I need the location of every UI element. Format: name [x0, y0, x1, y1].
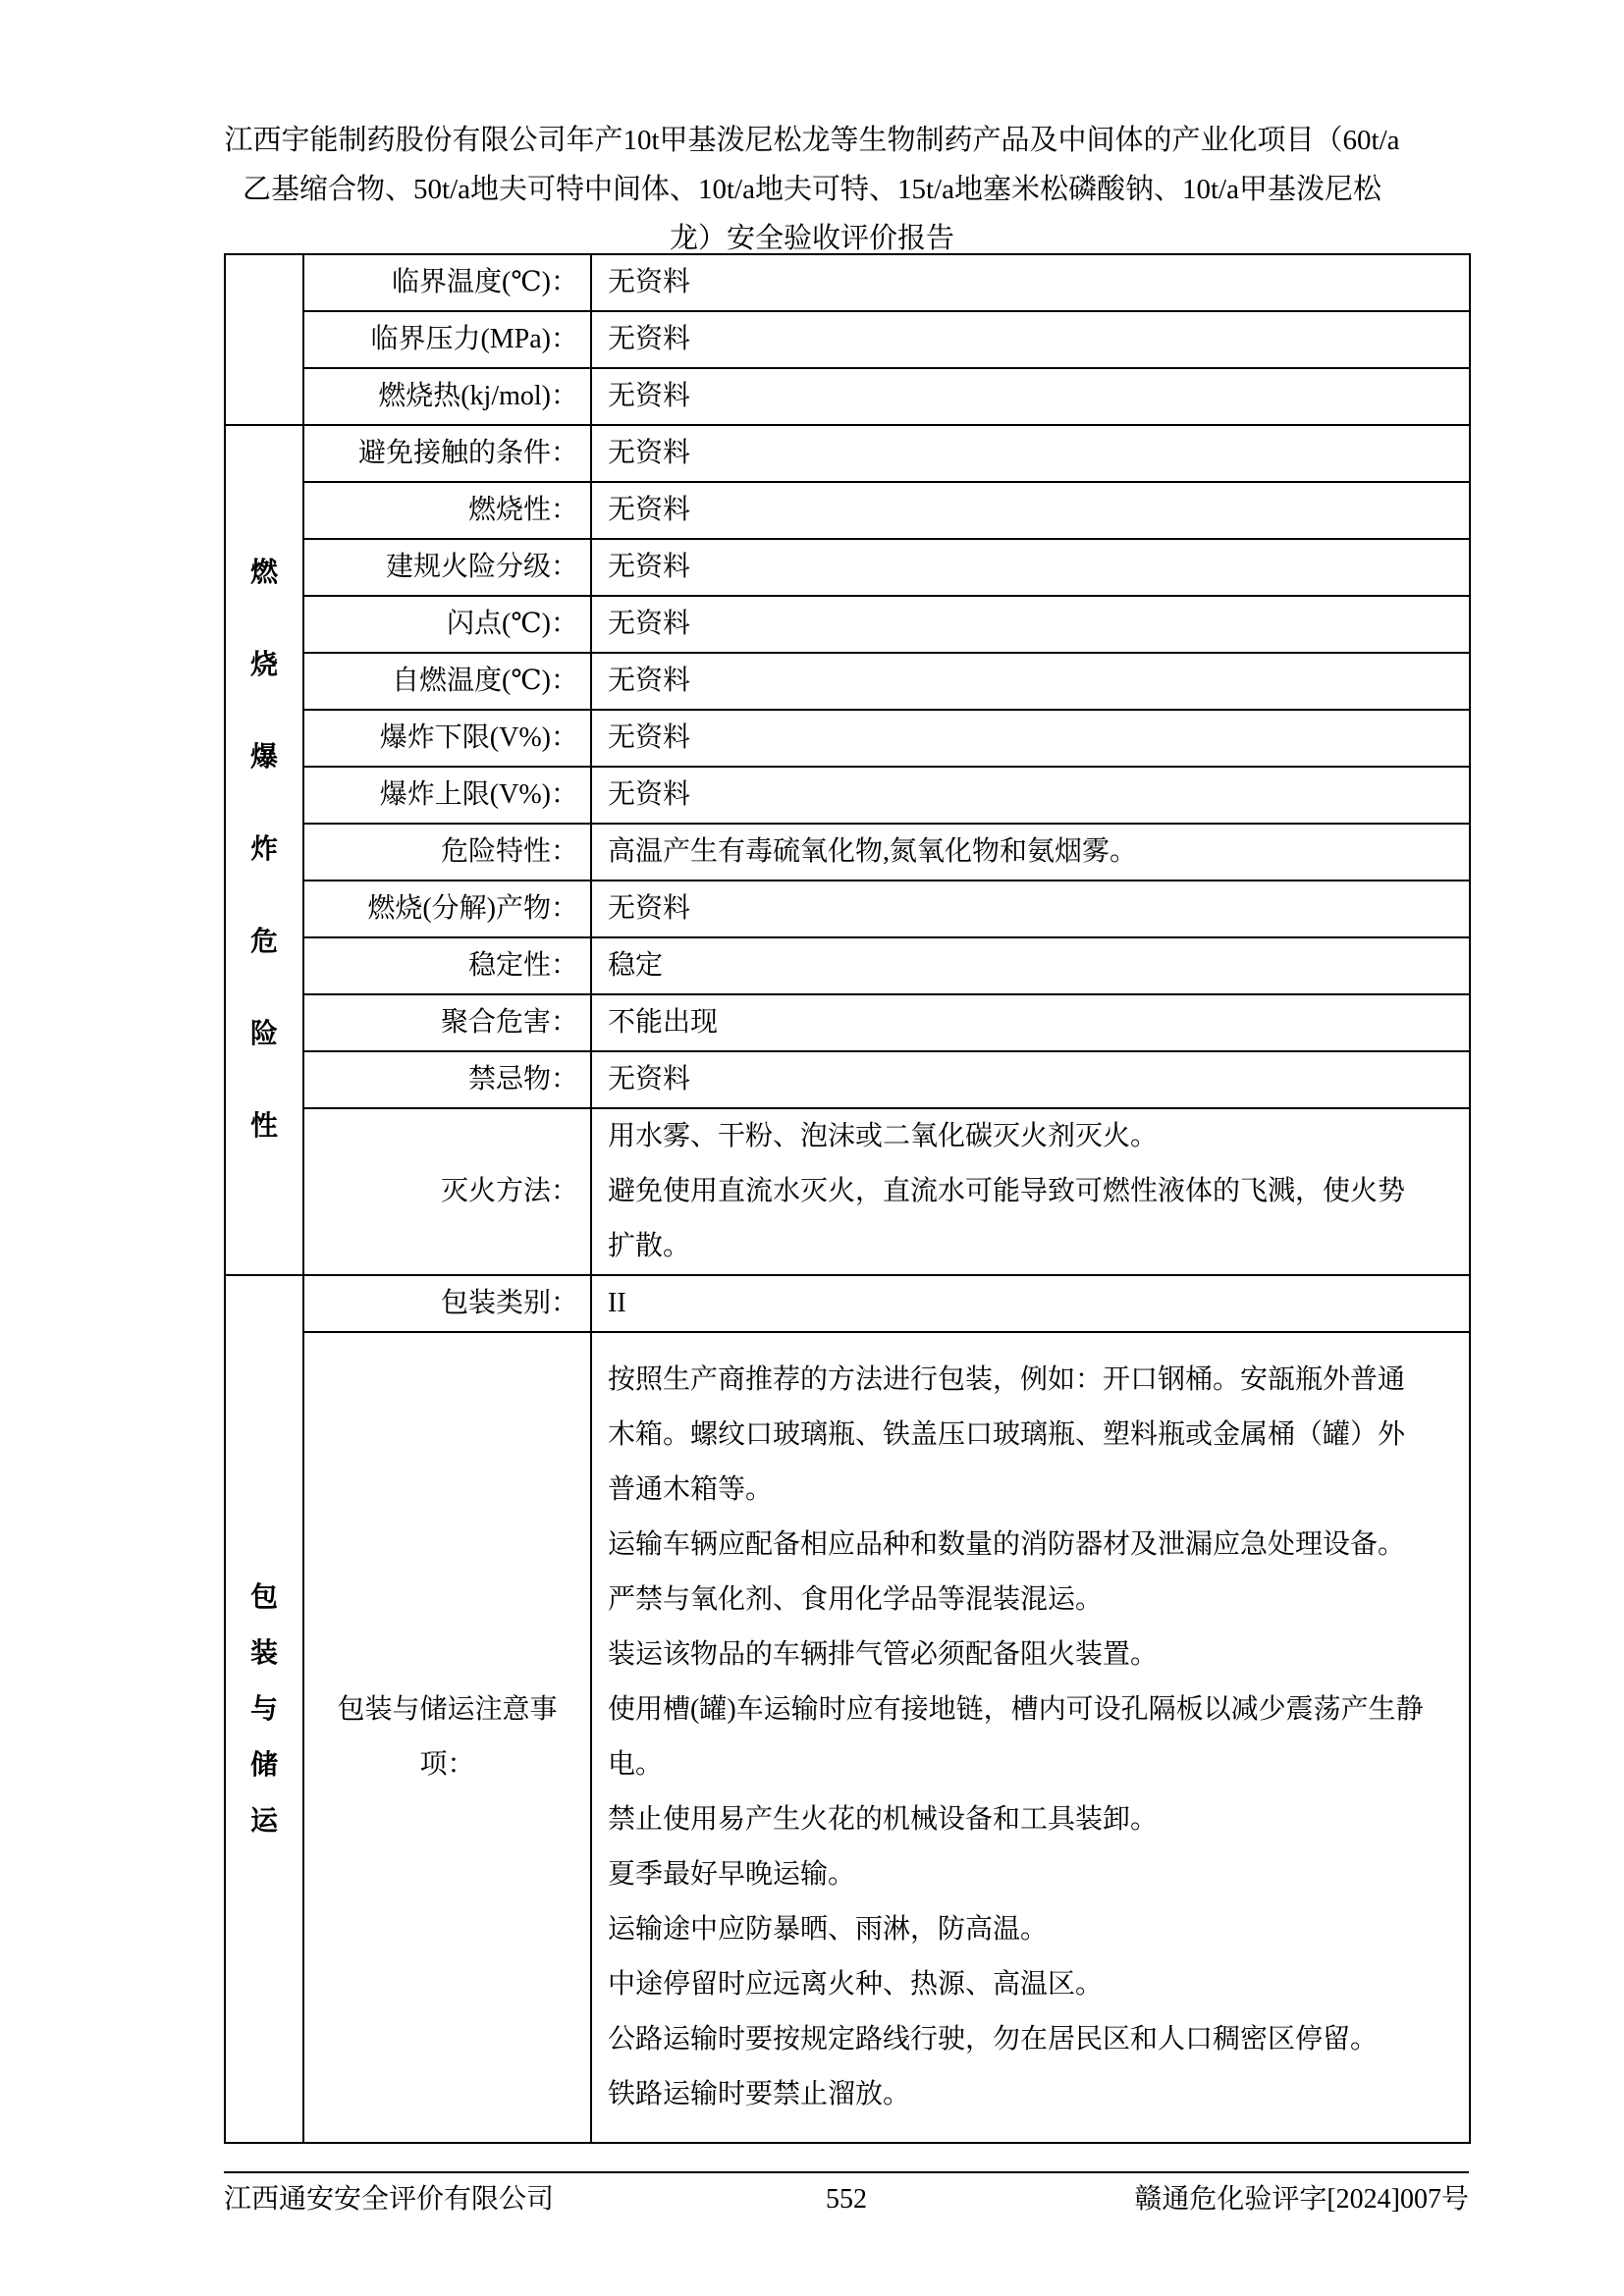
field-value-line: 避免使用直流水灭火，直流水可能导致可燃性液体的飞溅，使火势扩散。: [608, 1176, 1406, 1261]
field-value-line: 无资料: [608, 609, 691, 639]
table-row: [225, 710, 1470, 767]
group-label-char: 与: [249, 1693, 278, 1725]
field-value: [591, 767, 1470, 824]
field-label: 临界压力(MPa)：: [303, 311, 591, 368]
field-label: 自燃温度(℃)：: [303, 653, 591, 710]
footer-doc-number: 赣通危化验评字[2024]007号: [1134, 2184, 1470, 2215]
field-label: 禁忌物：: [303, 1051, 591, 1108]
field-label: 燃烧热(kj/mol)：: [303, 368, 591, 425]
field-value: [591, 1108, 1470, 1275]
field-label: 燃烧性：: [303, 482, 591, 539]
group-label-char: 储: [249, 1749, 278, 1781]
group-label-char: 性: [249, 1111, 278, 1142]
field-value: [591, 482, 1470, 539]
field-value: [591, 539, 1470, 596]
field-label: 临界温度(℃)：: [303, 254, 591, 311]
doc-title-line: 乙基缩合物、50t/a地夫可特中间体、10t/a地夫可特、15t/a地塞米松磷酸钠、10t/a甲基泼尼松: [243, 174, 1381, 205]
field-value: [591, 1051, 1470, 1108]
doc-title-line: 龙）安全验收评价报告: [669, 223, 954, 254]
field-label: 闪点(℃)：: [303, 596, 591, 653]
table-row: [225, 368, 1470, 425]
group-label-char: 炸: [249, 834, 278, 865]
group-label-char: 险: [249, 1019, 278, 1049]
group-label-char: 烧: [249, 650, 278, 680]
safety-table-body: [225, 254, 1470, 2143]
footer-company: 江西通安安全评价有限公司: [224, 2184, 555, 2215]
field-value-line: 用水雾、干粉、泡沫或二氧化碳灭火剂灭火。: [608, 1121, 1159, 1151]
table-row: [225, 596, 1470, 653]
field-label: 包装与储运注意事项：: [303, 1332, 591, 2143]
field-label: 爆炸下限(V%)：: [303, 710, 591, 767]
group-label-char: 装: [249, 1637, 278, 1669]
field-value: [591, 1332, 1470, 2143]
table-row: [225, 824, 1470, 881]
field-value: [591, 1275, 1470, 1332]
group-label-char: 爆: [249, 742, 278, 773]
table-row: [225, 881, 1470, 937]
table-row: [225, 539, 1470, 596]
table-row: [225, 425, 1470, 482]
field-value-line: 高温产生有毒硫氧化物,氮氧化物和氨烟雾。: [608, 836, 1138, 867]
field-value: [591, 311, 1470, 368]
field-label: 爆炸上限(V%)：: [303, 767, 591, 824]
field-value-line: 铁路运输时要禁止溜放。: [608, 2079, 911, 2109]
field-value-line: 装运该物品的车辆排气管必须配备阻火装置。: [608, 1639, 1159, 1670]
field-value-line: 严禁与氧化剂、食用化学品等混装混运。: [608, 1584, 1104, 1615]
field-value-line: 使用槽(罐)车运输时应有接地链，槽内可设孔隔板以减少震荡产生静电。: [608, 1694, 1424, 1780]
field-value: [591, 425, 1470, 482]
field-value-line: 无资料: [608, 893, 691, 924]
table-row: [225, 1332, 1470, 2143]
field-value-line: 公路运输时要按规定路线行驶，勿在居民区和人口稠密区停留。: [608, 2024, 1379, 2055]
field-value: [591, 994, 1470, 1051]
field-value-line: 夏季最好早晚运输。: [608, 1859, 856, 1890]
group-label: [225, 425, 303, 1275]
field-value-line: 中途停留时应远离火种、热源、高温区。: [608, 1969, 1104, 2000]
field-label: 灭火方法：: [303, 1108, 591, 1275]
field-label: 危险特性：: [303, 824, 591, 881]
table-row: [225, 1051, 1470, 1108]
group-label-char: 包: [249, 1581, 278, 1613]
field-value-line: 无资料: [608, 722, 691, 753]
group-label: [225, 1275, 303, 2143]
table-row: [225, 937, 1470, 994]
field-value-line: 运输车辆应配备相应品种和数量的消防器材及泄漏应急处理设备。: [608, 1529, 1406, 1560]
field-value: [591, 368, 1470, 425]
field-value: [591, 881, 1470, 937]
group-label: [225, 254, 303, 425]
field-value: [591, 937, 1470, 994]
table-row: [225, 767, 1470, 824]
field-value-line: 无资料: [608, 438, 691, 468]
field-value-line: II: [608, 1288, 626, 1318]
field-value-line: 无资料: [608, 779, 691, 810]
group-label-char: 燃: [249, 558, 278, 588]
table-row: [225, 1275, 1470, 1332]
field-value-line: 无资料: [608, 381, 691, 411]
field-label: 稳定性：: [303, 937, 591, 994]
field-value: [591, 653, 1470, 710]
doc-title: [135, 116, 1489, 263]
field-value-line: 不能出现: [608, 1007, 719, 1038]
field-value-line: 按照生产商推荐的方法进行包装，例如：开口钢桶。安瓿瓶外普通木箱。螺纹口玻璃瓶、铁盖压口玻璃瓶、塑料瓶或金属桶（罐）外普通木箱等。: [608, 1364, 1406, 1505]
field-label: 包装类别：: [303, 1275, 591, 1332]
field-label: 聚合危害：: [303, 994, 591, 1051]
table-row: [225, 653, 1470, 710]
field-value: [591, 596, 1470, 653]
footer-page-number: 552: [826, 2184, 867, 2215]
group-label-char: 危: [249, 927, 278, 957]
field-label: 燃烧(分解)产物：: [303, 881, 591, 937]
field-value-line: 无资料: [608, 1064, 691, 1095]
table-row: [225, 254, 1470, 311]
field-value-line: 无资料: [608, 666, 691, 696]
field-value-line: 无资料: [608, 552, 691, 582]
doc-title-line: 江西宇能制药股份有限公司年产10t甲基泼尼松龙等生物制药产品及中间体的产业化项目（60t/a: [224, 125, 1400, 156]
field-value-line: 运输途中应防暴晒、雨淋，防高温。: [608, 1914, 1049, 1945]
field-value-line: 禁止使用易产生火花的机械设备和工具装卸。: [608, 1804, 1159, 1835]
field-value-line: 无资料: [608, 324, 691, 354]
field-label: 避免接触的条件：: [303, 425, 591, 482]
field-value-line: 无资料: [608, 495, 691, 525]
field-value: [591, 254, 1470, 311]
field-value: [591, 710, 1470, 767]
safety-data-table: [224, 253, 1471, 2144]
table-row: [225, 1108, 1470, 1275]
table-row: [225, 311, 1470, 368]
field-value: [591, 824, 1470, 881]
field-value-line: 稳定: [608, 950, 664, 981]
page-footer: [224, 2171, 1469, 2216]
field-value-line: 无资料: [608, 267, 691, 297]
table-row: [225, 994, 1470, 1051]
table-row: [225, 482, 1470, 539]
group-label-char: 运: [249, 1805, 278, 1837]
field-label: 建规火险分级：: [303, 539, 591, 596]
